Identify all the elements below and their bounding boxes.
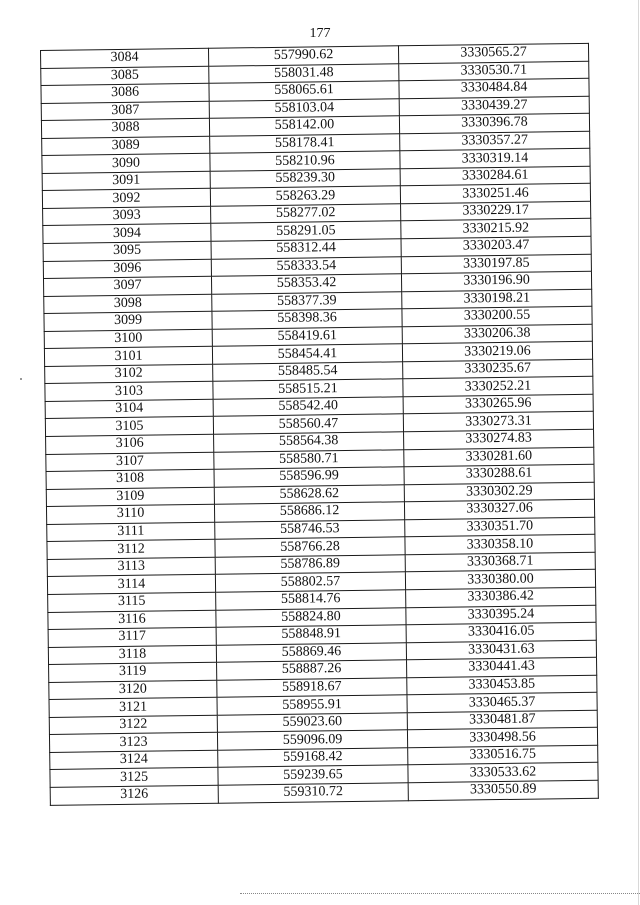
point-number-cell: 3087 <box>41 101 209 121</box>
point-number-cell: 3106 <box>46 434 214 454</box>
y-coordinate-cell: 3330530.71 <box>399 61 589 81</box>
point-number-cell: 3124 <box>50 750 218 770</box>
x-coordinate-cell: 558178.41 <box>210 134 400 154</box>
y-coordinate-cell: 3330441.43 <box>407 657 597 677</box>
x-coordinate-cell: 558142.00 <box>209 116 399 136</box>
x-coordinate-cell: 558596.99 <box>214 467 404 487</box>
coordinates-table-container <box>40 43 598 806</box>
y-coordinate-cell: 3330327.06 <box>404 499 594 519</box>
bottom-rule <box>240 893 640 894</box>
point-number-cell: 3108 <box>46 469 214 489</box>
y-coordinate-cell: 3330229.17 <box>401 201 591 221</box>
x-coordinate-cell: 558542.40 <box>213 397 403 417</box>
x-coordinate-cell: 559168.42 <box>218 748 408 768</box>
y-coordinate-cell: 3330197.85 <box>401 254 591 274</box>
point-number-cell: 3084 <box>41 48 209 68</box>
point-number-cell: 3088 <box>41 118 209 138</box>
y-coordinate-cell: 3330380.00 <box>405 570 595 590</box>
x-coordinate-cell: 558560.47 <box>213 414 403 434</box>
y-coordinate-cell: 3330198.21 <box>402 289 592 309</box>
y-coordinate-cell: 3330251.46 <box>400 184 590 204</box>
point-number-cell: 3101 <box>44 347 212 367</box>
point-number-cell: 3104 <box>45 399 213 419</box>
point-number-cell: 3126 <box>50 785 218 805</box>
y-coordinate-cell: 3330206.38 <box>402 324 592 344</box>
y-coordinate-cell: 3330465.37 <box>407 692 597 712</box>
y-coordinate-cell: 3330274.83 <box>404 429 594 449</box>
y-coordinate-cell: 3330358.10 <box>405 535 595 555</box>
point-number-cell: 3102 <box>45 364 213 384</box>
y-coordinate-cell: 3330288.61 <box>404 464 594 484</box>
x-coordinate-cell: 558887.26 <box>217 660 407 680</box>
y-coordinate-cell: 3330196.90 <box>401 271 591 291</box>
x-coordinate-cell: 558824.80 <box>216 607 406 627</box>
x-coordinate-cell: 558918.67 <box>217 677 407 697</box>
y-coordinate-cell: 3330235.67 <box>403 359 593 379</box>
point-number-cell: 3097 <box>43 276 211 296</box>
point-number-cell: 3095 <box>43 241 211 261</box>
point-number-cell: 3100 <box>44 329 212 349</box>
x-coordinate-cell: 558210.96 <box>210 151 400 171</box>
y-coordinate-cell: 3330302.29 <box>404 482 594 502</box>
scan-edge <box>638 0 639 905</box>
y-coordinate-cell: 3330319.14 <box>400 149 590 169</box>
x-coordinate-cell: 558485.54 <box>213 362 403 382</box>
y-coordinate-cell: 3330386.42 <box>406 587 596 607</box>
point-number-cell: 3105 <box>45 417 213 437</box>
y-coordinate-cell: 3330203.47 <box>401 236 591 256</box>
x-coordinate-cell: 558580.71 <box>214 449 404 469</box>
point-number-cell: 3096 <box>43 259 211 279</box>
x-coordinate-cell: 558766.28 <box>215 537 405 557</box>
x-coordinate-cell: 558333.54 <box>211 256 401 276</box>
point-number-cell: 3115 <box>48 592 216 612</box>
y-coordinate-cell: 3330498.56 <box>407 728 597 748</box>
x-coordinate-cell: 558786.89 <box>215 555 405 575</box>
point-number-cell: 3125 <box>50 768 218 788</box>
y-coordinate-cell: 3330368.71 <box>405 552 595 572</box>
x-coordinate-cell: 558353.42 <box>211 274 401 294</box>
point-number-cell: 3121 <box>49 697 217 717</box>
x-coordinate-cell: 558291.05 <box>211 221 401 241</box>
y-coordinate-cell: 3330484.84 <box>399 78 589 98</box>
y-coordinate-cell: 3330281.60 <box>404 447 594 467</box>
y-coordinate-cell: 3330200.55 <box>402 307 592 327</box>
x-coordinate-cell: 558263.29 <box>210 186 400 206</box>
point-number-cell: 3094 <box>43 224 211 244</box>
y-coordinate-cell: 3330252.21 <box>403 377 593 397</box>
point-number-cell: 3099 <box>44 311 212 331</box>
point-number-cell: 3116 <box>48 610 216 630</box>
y-coordinate-cell: 3330533.62 <box>408 763 598 783</box>
x-coordinate-cell: 558814.76 <box>216 590 406 610</box>
x-coordinate-cell: 558239.30 <box>210 169 400 189</box>
point-number-cell: 3103 <box>45 382 213 402</box>
x-coordinate-cell: 559023.60 <box>217 713 407 733</box>
point-number-cell: 3090 <box>42 154 210 174</box>
point-number-cell: 3118 <box>48 645 216 665</box>
point-number-cell: 3123 <box>49 733 217 753</box>
x-coordinate-cell: 558454.41 <box>212 344 402 364</box>
x-coordinate-cell: 558686.12 <box>214 502 404 522</box>
coordinates-table-body <box>41 43 599 805</box>
x-coordinate-cell: 558031.48 <box>209 63 399 83</box>
y-coordinate-cell: 3330481.87 <box>407 710 597 730</box>
x-coordinate-cell: 558065.61 <box>209 81 399 101</box>
point-number-cell: 3122 <box>49 715 217 735</box>
y-coordinate-cell: 3330453.85 <box>407 675 597 695</box>
x-coordinate-cell: 559096.09 <box>217 730 407 750</box>
y-coordinate-cell: 3330273.31 <box>403 412 593 432</box>
y-coordinate-cell: 3330215.92 <box>401 219 591 239</box>
y-coordinate-cell: 3330351.70 <box>405 517 595 537</box>
point-number-cell: 3109 <box>46 487 214 507</box>
x-coordinate-cell: 558564.38 <box>214 432 404 452</box>
y-coordinate-cell: 3330416.05 <box>406 622 596 642</box>
point-number-cell: 3114 <box>47 575 215 595</box>
point-number-cell: 3110 <box>46 504 214 524</box>
point-number-cell: 3119 <box>49 662 217 682</box>
point-number-cell: 3117 <box>48 627 216 647</box>
x-coordinate-cell: 558103.04 <box>209 98 399 118</box>
x-coordinate-cell: 558419.61 <box>212 327 402 347</box>
page-number: 177 <box>309 26 331 41</box>
point-number-cell: 3112 <box>47 540 215 560</box>
y-coordinate-cell: 3330516.75 <box>408 745 598 765</box>
y-coordinate-cell: 3330219.06 <box>402 342 592 362</box>
x-coordinate-cell: 558312.44 <box>211 239 401 259</box>
y-coordinate-cell: 3330565.27 <box>398 43 588 63</box>
point-number-cell: 3089 <box>42 136 210 156</box>
point-number-cell: 3086 <box>41 83 209 103</box>
point-number-cell: 3107 <box>46 452 214 472</box>
y-coordinate-cell: 3330357.27 <box>400 131 590 151</box>
point-number-cell: 3120 <box>49 680 217 700</box>
scan-speck <box>20 378 22 380</box>
x-coordinate-cell: 559239.65 <box>218 765 408 785</box>
point-number-cell: 3111 <box>47 522 215 542</box>
x-coordinate-cell: 558628.62 <box>214 484 404 504</box>
x-coordinate-cell: 558848.91 <box>216 625 406 645</box>
y-coordinate-cell: 3330431.63 <box>406 640 596 660</box>
y-coordinate-cell: 3330396.78 <box>399 114 589 134</box>
x-coordinate-cell: 558869.46 <box>216 642 406 662</box>
coordinates-table <box>40 43 599 806</box>
point-number-cell: 3091 <box>42 171 210 191</box>
y-coordinate-cell: 3330550.89 <box>408 780 598 800</box>
x-coordinate-cell: 558377.39 <box>212 291 402 311</box>
x-coordinate-cell: 558802.57 <box>215 572 405 592</box>
y-coordinate-cell: 3330439.27 <box>399 96 589 116</box>
x-coordinate-cell: 557990.62 <box>208 46 398 66</box>
x-coordinate-cell: 558955.91 <box>217 695 407 715</box>
x-coordinate-cell: 558746.53 <box>215 520 405 540</box>
point-number-cell: 3113 <box>47 557 215 577</box>
point-number-cell: 3092 <box>42 189 210 209</box>
x-coordinate-cell: 558398.36 <box>212 309 402 329</box>
x-coordinate-cell: 558515.21 <box>213 379 403 399</box>
y-coordinate-cell: 3330284.61 <box>400 166 590 186</box>
x-coordinate-cell: 559310.72 <box>218 783 408 803</box>
y-coordinate-cell: 3330265.96 <box>403 394 593 414</box>
point-number-cell: 3085 <box>41 66 209 86</box>
y-coordinate-cell: 3330395.24 <box>406 605 596 625</box>
point-number-cell: 3093 <box>43 206 211 226</box>
x-coordinate-cell: 558277.02 <box>211 204 401 224</box>
point-number-cell: 3098 <box>44 294 212 314</box>
